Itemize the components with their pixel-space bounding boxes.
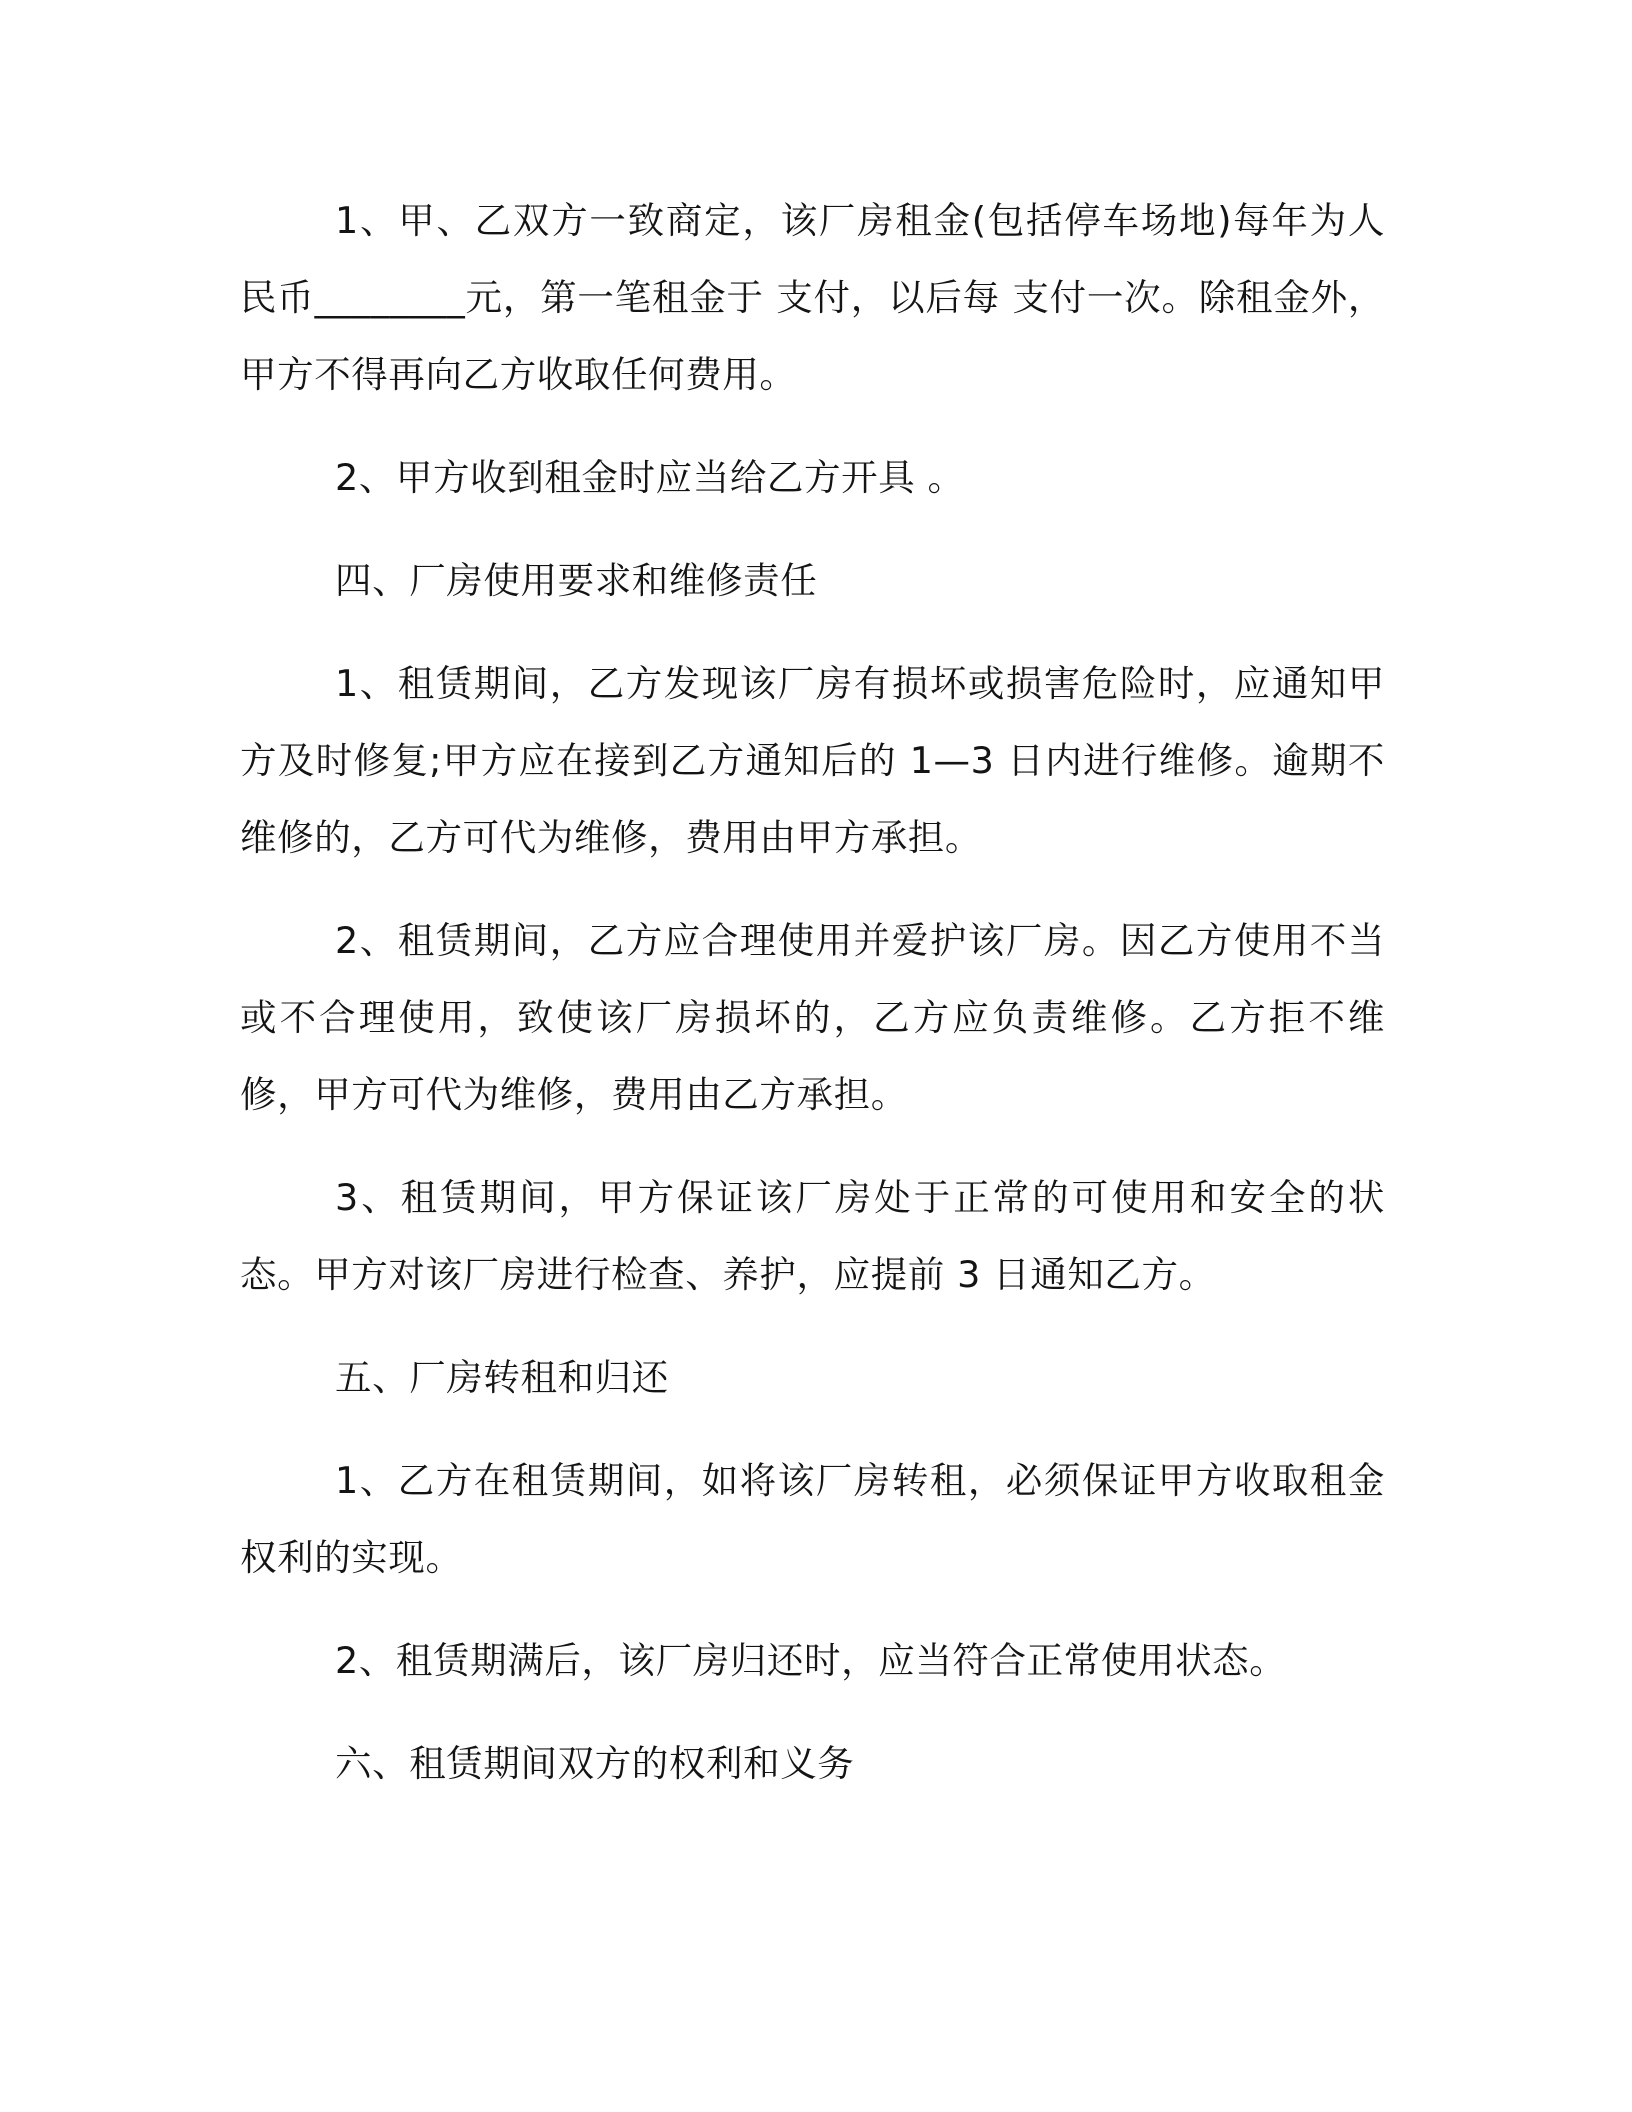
clause-sublease: 1、乙方在租赁期间，如将该厂房转租，必须保证甲方收取租金权利的实现。: [240, 1459, 1385, 1579]
section-heading-rights-obligations: 六、租赁期间双方的权利和义务: [335, 1742, 855, 1785]
section-heading-sublease-return: 五、厂房转租和归还: [335, 1356, 669, 1399]
document-body: [240, 182, 1385, 1828]
clause-proper-use: 2、租赁期间，乙方应合理使用并爱护该厂房。因乙方使用不当或不合理使用，致使该厂房损坏的，乙方应负责维修。乙方拒不维修，甲方可代为维修，费用由乙方承担。: [240, 919, 1385, 1116]
clause-safety-inspection: 3、租赁期间，甲方保证该厂房处于正常的可使用和安全的状态。甲方对该厂房进行检查、养护，应提前 3 日通知乙方。: [240, 1176, 1385, 1296]
clause-rent-amount: 1、甲、乙双方一致商定，该厂房租金(包括停车场地)每年为人民币________元，第一笔租金于 支付，以后每 支付一次。除租金外，甲方不得再向乙方收取任何费用。: [240, 199, 1385, 396]
clause-return: 2、租赁期满后，该厂房归还时，应当符合正常使用状态。: [335, 1639, 1287, 1682]
clause-repair-notice: 1、租赁期间，乙方发现该厂房有损坏或损害危险时，应通知甲方及时修复;甲方应在接到乙方通知后的 1—3 日内进行维修。逾期不维修的，乙方可代为维修，费用由甲方承担。: [240, 662, 1385, 859]
section-heading-usage-maintenance: 四、厂房使用要求和维修责任: [335, 559, 818, 602]
clause-rent-receipt: 2、甲方收到租金时应当给乙方开具 。: [335, 456, 965, 499]
